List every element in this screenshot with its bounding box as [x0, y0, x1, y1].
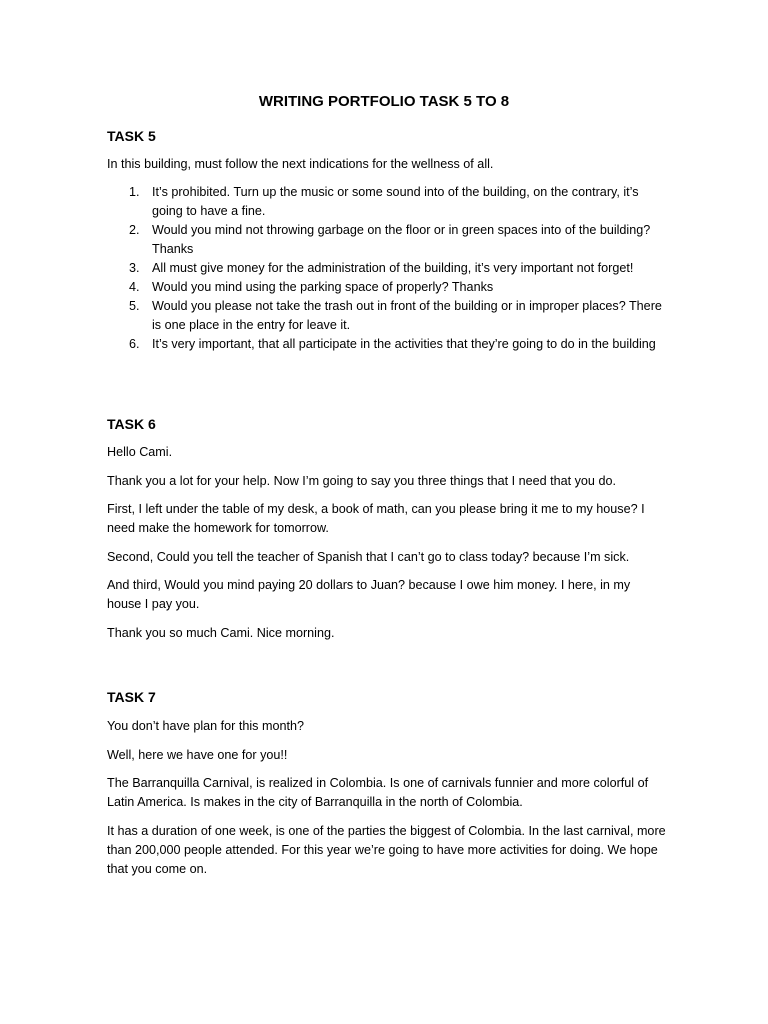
task7-paragraph: It has a duration of one week, is one of the parties the biggest of Colombia. In the last carnival, more than 200,000 people attended. For this year we’re going to have more activities for doing. We hope that you come on.: [107, 823, 666, 876]
task7-paragraph: Well, here we have one for you!!: [107, 747, 288, 762]
task6-paragraph: Second, Could you tell the teacher of Spanish that I can’t go to class today? because I’m sick.: [107, 549, 630, 564]
task6-paragraph: First, I left under the table of my desk, a book of math, can you please bring it me to my house? I need make the homework for tomorrow.: [107, 502, 645, 535]
list-item: 6. It’s very important, that all participate in the activities that they’re going to do in the building: [129, 337, 656, 351]
task6-paragraph: And third, Would you mind paying 20 dollars to Juan? because I owe him money. I here, in my house I pay you.: [107, 578, 631, 611]
task7-heading: TASK 7: [107, 689, 156, 705]
task6-paragraph: Hello Cami.: [107, 445, 173, 459]
list-item: 3. All must give money for the administration of the building, it’s very important not forget!: [129, 261, 634, 275]
document-title: WRITING PORTFOLIO TASK 5 TO 8: [258, 93, 510, 110]
task5-intro: In this building, must follow the next indications for the wellness of all.: [107, 157, 494, 171]
task7-section: [107, 687, 667, 879]
task6-section: [107, 414, 667, 643]
task6-paragraph: Thank you a lot for your help. Now I’m going to say you three things that I need that you do.: [107, 473, 616, 488]
task5-section: [107, 126, 667, 354]
task7-paragraph: You don’t have plan for this month?: [107, 719, 304, 733]
list-item: 2. Would you mind not throwing garbage on the floor or in green spaces into of the building? Thanks: [129, 223, 651, 256]
task7-paragraph: The Barranquilla Carnival, is realized in Colombia. Is one of carnivals funnier and more colorful of Latin America. Is makes in the city of Barranquilla in the north of Colombia.: [107, 776, 649, 809]
list-item: 5. Would you please not take the trash out in front of the building or in improper places? There is one place in the entry for leave it.: [129, 299, 662, 332]
task6-paragraph: Thank you so much Cami. Nice morning.: [107, 625, 335, 640]
task5-heading: TASK 5: [107, 128, 156, 144]
task6-heading: TASK 6: [107, 416, 156, 432]
list-item: 4. Would you mind using the parking space of properly? Thanks: [129, 280, 494, 294]
task5-list: [107, 183, 667, 354]
list-item: 1. It’s prohibited. Turn up the music or some sound into of the building, on the contrary, it’s going to have a fine.: [129, 185, 639, 218]
